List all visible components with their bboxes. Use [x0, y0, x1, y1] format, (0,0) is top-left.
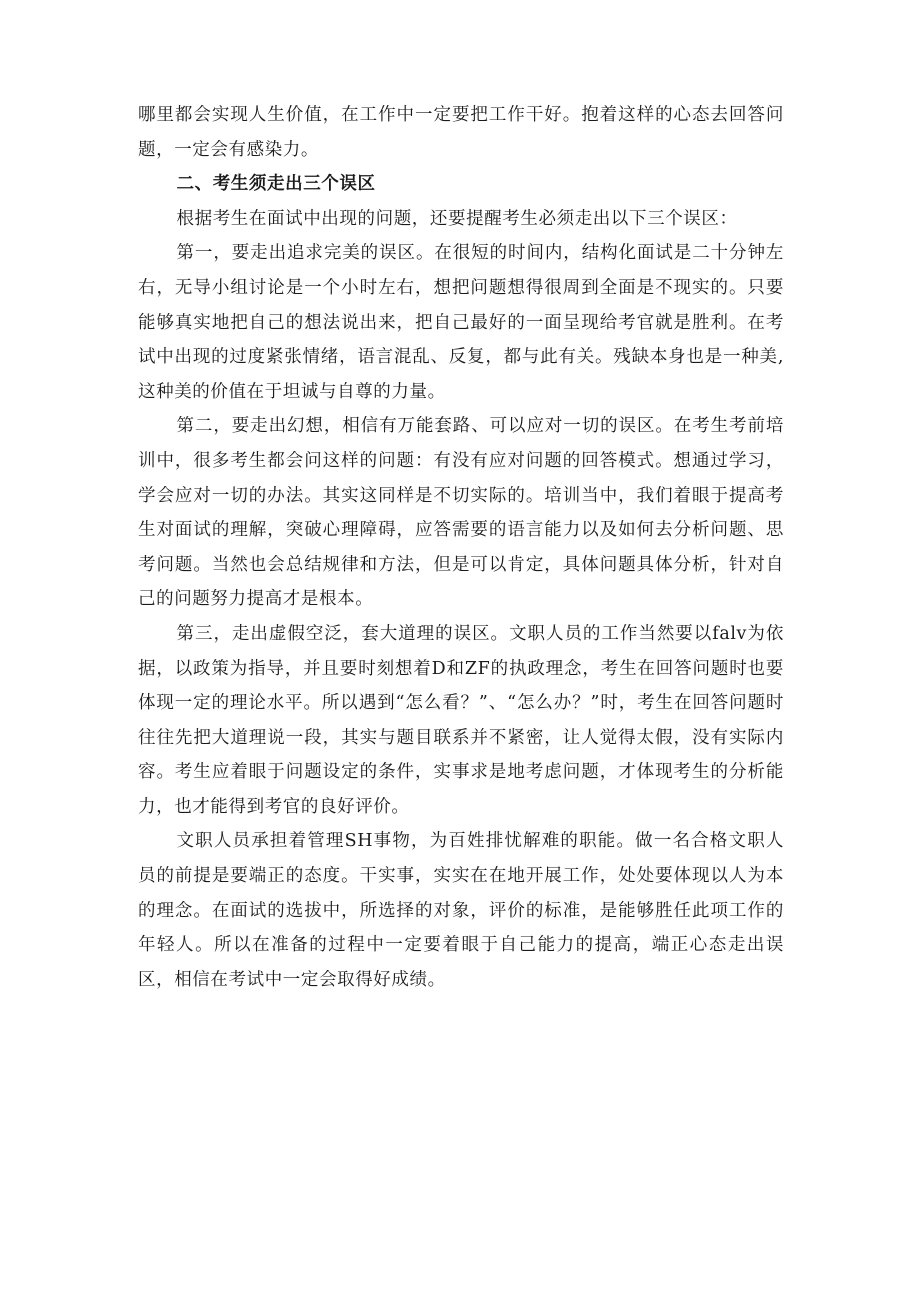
closing-paragraph: 文职人员承担着管理SH事物，为百姓排忧解难的职能。做一名合格文职人员的前提是要端正的态度。干实事，实实在在地开展工作，处处要体现以人为本的理念。在面试的选拔中，所选择的对象，评价的标准，是能够胜任此项工作的年轻人。所以在准备的过程中一定要着眼于自己能力的提高，端正心态走出误区，相信在考试中一定会取得好成绩。 [138, 831, 784, 990]
opening-paragraph: 哪里都会实现人生价值，在工作中一定要把工作干好。抱着这样的心态去回答问题，一定会有感染力。 [138, 105, 784, 160]
document-body [138, 98, 784, 997]
second-misconception-paragraph: 第二，要走出幻想，相信有万能套路、可以应对一切的误区。在考生考前培训中，很多考生都会问这样的问题：有没有应对问题的回答模式。想通过学习，学会应对一切的办法。其实这同样是不切实际的。培训当中，我们着眼于提高考生对面试的理解，突破心理障碍，应答需要的语言能力以及如何去分析问题、思考问题。当然也会总结规律和方法，但是可以肯定，具体问题具体分析，针对自己的问题努力提高才是根本。 [138, 416, 784, 610]
section-heading: 二、考生须走出三个误区 [176, 174, 376, 195]
third-misconception-paragraph: 第三，走出虚假空泛，套大道理的误区。文职人员的工作当然要以falv为依据，以政策为指导，并且要时刻想着D和ZF的执政理念，考生在回答问题时也要体现一定的理论水平。所以遇到“怎么看？”、“怎么办？”时，考生在回答问题时往往先把大道理说一段，其实与题目联系并不紧密，让人觉得太假，没有实际内容。考生应着眼于问题设定的条件，实事求是地考虑问题，才体现考生的分析能力，也才能得到考官的良好评价。 [138, 623, 784, 817]
intro-paragraph: 根据考生在面试中出现的问题，还要提醒考生必须走出以下三个误区： [176, 208, 738, 229]
first-misconception-paragraph: 第一，要走出追求完美的误区。在很短的时间内，结构化面试是二十分钟左右，无导小组讨论是一个小时左右，想把问题想得很周到全面是不现实的。只要能够真实地把自己的想法说出来，把自己最好的一面呈现给考官就是胜利。在考试中出现的过度紧张情绪，语言混乱、反复，都与此有关。残缺本身也是一种美,这种美的价值在于坦诚与自尊的力量。 [138, 243, 784, 402]
